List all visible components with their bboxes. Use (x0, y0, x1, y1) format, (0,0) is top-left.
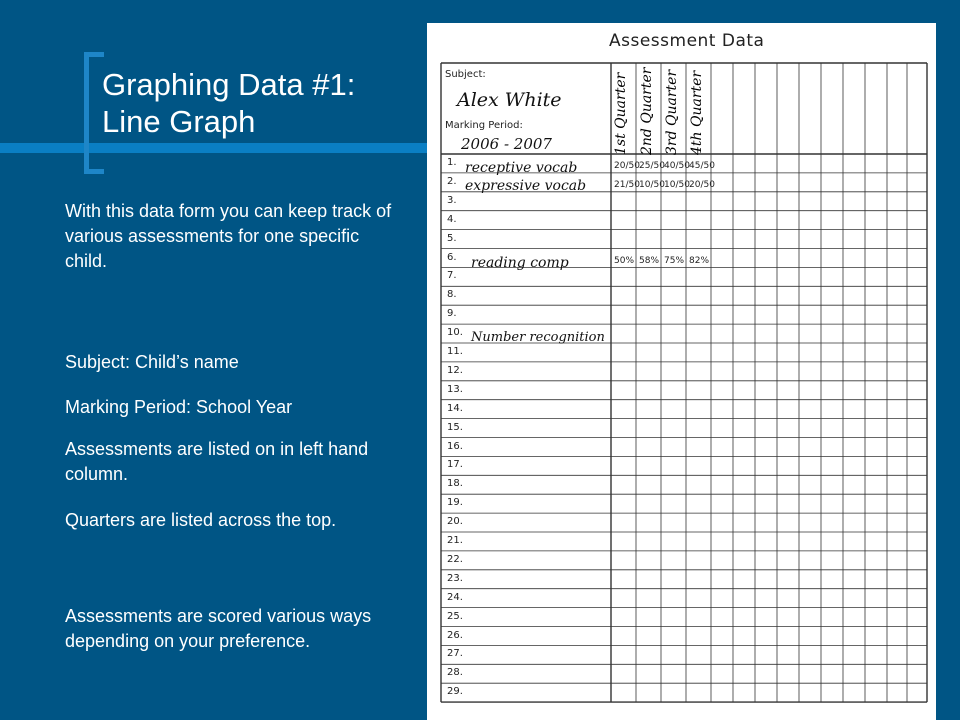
title-bracket (84, 52, 104, 174)
score-cell: 20/50 (689, 180, 715, 190)
quarter-header-2: 2nd Quarter (639, 67, 655, 155)
accent-stripe (0, 143, 430, 153)
period-label: Marking Period: (445, 120, 523, 131)
score-cell: 75% (664, 256, 685, 266)
score-cell: 58% (639, 256, 660, 266)
score-cell: 10/50 (664, 180, 690, 190)
subject-value: Alex White (457, 89, 562, 111)
row-number: 6. (447, 251, 457, 263)
score-cell: 10/50 (639, 180, 665, 190)
row-number: 27. (447, 648, 463, 660)
sheet-title: Assessment Data (609, 31, 765, 51)
assessment-entry: receptive vocab (465, 160, 578, 176)
period-value: 2006 - 2007 (461, 135, 552, 153)
score-cell: 20/50 (614, 161, 640, 171)
row-number: 11. (447, 346, 463, 357)
row-number: 1. (447, 157, 457, 168)
row-number: 9. (447, 308, 457, 320)
slide-title-line2: Line Graph (102, 104, 256, 139)
row-number: 7. (447, 270, 457, 282)
period-note: Marking Period: School Year (65, 397, 293, 417)
quarters-note: Quarters are listed across the top. (65, 510, 337, 530)
quarter-header-3: 3rd Quarter (664, 69, 680, 155)
row-number: 18. (447, 478, 463, 490)
row-number: 20. (447, 516, 463, 528)
row-number: 26. (447, 629, 463, 641)
row-number: 10. (447, 327, 463, 339)
scoring-note: Assessments are scored various ways depending on your preference. (65, 606, 372, 651)
slide-title-line1: Graphing Data #1: (102, 67, 356, 102)
row-number: 13. (447, 383, 463, 395)
row-number: 24. (447, 591, 463, 603)
score-cell: 45/50 (689, 161, 715, 171)
assessment-entry: Number recognition (471, 330, 605, 345)
assessments-note: Assessments are listed on in left hand column. (65, 439, 369, 484)
score-cell: 82% (689, 256, 710, 266)
row-number: 15. (447, 421, 463, 433)
row-number: 29. (447, 686, 463, 698)
score-cell: 21/50 (614, 180, 640, 190)
subject-label: Subject: (445, 69, 486, 80)
subject-note: Subject: Child’s name (65, 352, 239, 372)
row-number: 5. (447, 232, 457, 244)
quarter-header-1: 1st Quarter (613, 72, 629, 155)
row-number: 14. (447, 402, 463, 414)
row-number: 22. (447, 553, 463, 565)
assessment-entry: reading comp (471, 255, 569, 271)
quarter-header-4: 4th Quarter (689, 70, 705, 155)
score-cell: 25/50 (639, 161, 665, 171)
assessment-entry: expressive vocab (465, 178, 587, 194)
row-number: 2. (447, 175, 457, 187)
row-number: 19. (447, 497, 463, 509)
assessment-data-sheet (427, 23, 936, 720)
row-number: 16. (447, 440, 463, 452)
row-number: 4. (447, 213, 457, 225)
row-number: 25. (447, 610, 463, 622)
row-number: 21. (447, 535, 463, 546)
row-number: 3. (447, 194, 457, 206)
row-number: 23. (447, 572, 463, 584)
row-number: 28. (447, 667, 463, 679)
score-cell: 50% (614, 256, 635, 266)
row-number: 8. (447, 289, 457, 301)
intro-paragraph: With this data form you can keep track of various assessments for one specific child. (65, 201, 392, 271)
score-cell: 40/50 (664, 161, 690, 171)
slide-title (102, 66, 355, 140)
row-number: 12. (447, 364, 463, 376)
row-number: 17. (447, 459, 463, 471)
